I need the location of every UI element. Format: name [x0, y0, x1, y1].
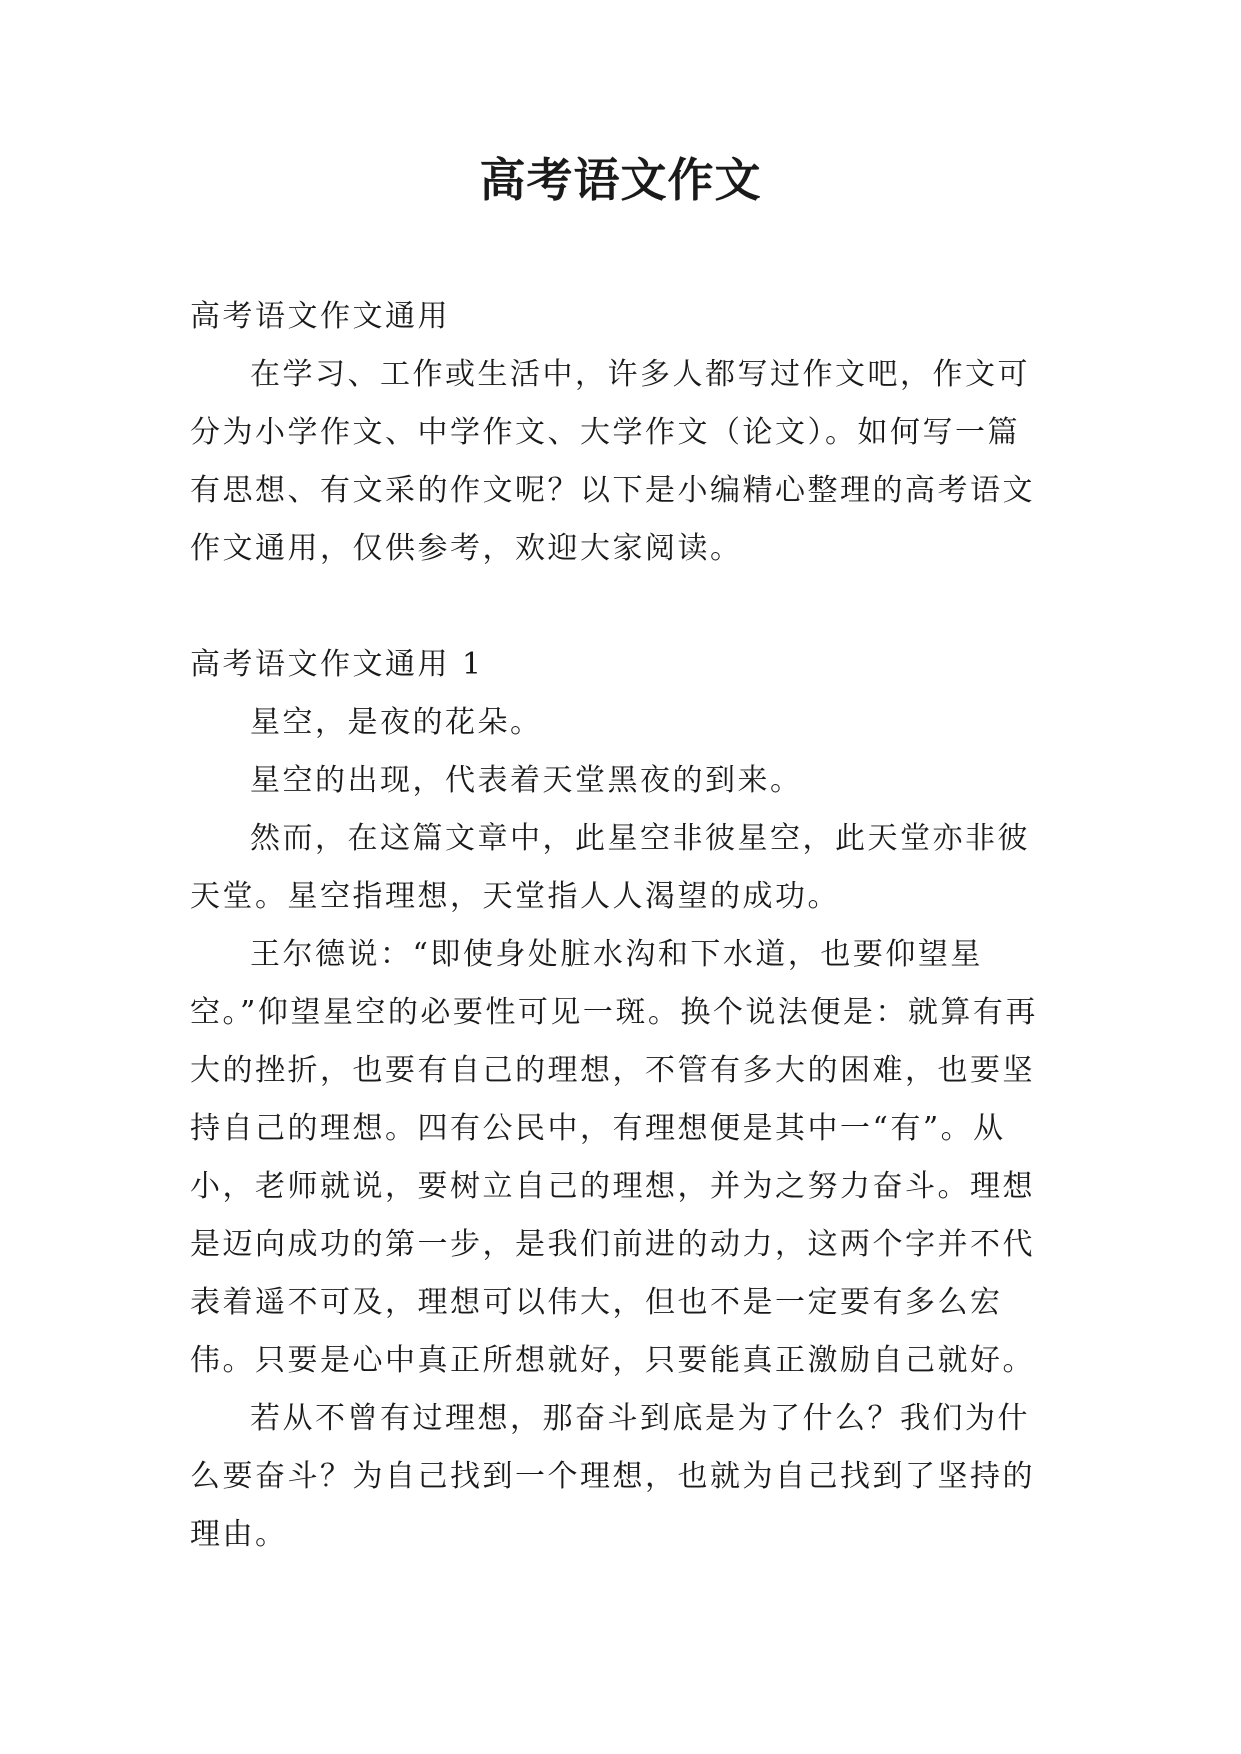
- body-paragraph-3: 然而，在这篇文章中，此星空非彼星空，此天堂亦非彼天堂。星空指理想，天堂指人人渴望的成功。: [190, 821, 1030, 914]
- body-paragraph-1: 星空，是夜的花朵。: [250, 705, 543, 740]
- intro-paragraph: 在学习、工作或生活中，许多人都写过作文吧，作文可分为小学作文、中学作文、大学作文（论文）。如何写一篇有思想、有文采的作文呢？以下是小编精心整理的高考语文作文通用，仅供参考，欢迎大家阅读。: [190, 357, 1035, 566]
- body-paragraph-5: 若从不曾有过理想，那奋斗到底是为了什么？我们为什么要奋斗？为自己找到一个理想，也就为自己找到了坚持的理由。: [190, 1401, 1035, 1552]
- body-paragraph-4: 王尔德说：“即使身处脏水沟和下水道，也要仰望星空。”仰望星空的必要性可见一斑。换个说法便是：就算有再大的挫折，也要有自己的理想，不管有多大的困难，也要坚持自己的理想。四有公民中，有理想便是其中一“有”。从小，老师就说，要树立自己的理想，并为之努力奋斗。理想是迈向成功的第一步，是我们前进的动力，这两个字并不代表着遥不可及，理想可以伟大，但也不是一定要有多么宏伟。只要是心中真正所想就好，只要能真正激励自己就好。: [190, 937, 1038, 1378]
- document-title: 高考语文作文: [479, 153, 762, 207]
- section-heading: 高考语文作文通用 1: [190, 647, 484, 682]
- intro-heading: 高考语文作文通用: [190, 299, 450, 334]
- document-body: [190, 288, 1052, 1564]
- body-paragraph-2: 星空的出现，代表着天堂黑夜的到来。: [250, 763, 803, 798]
